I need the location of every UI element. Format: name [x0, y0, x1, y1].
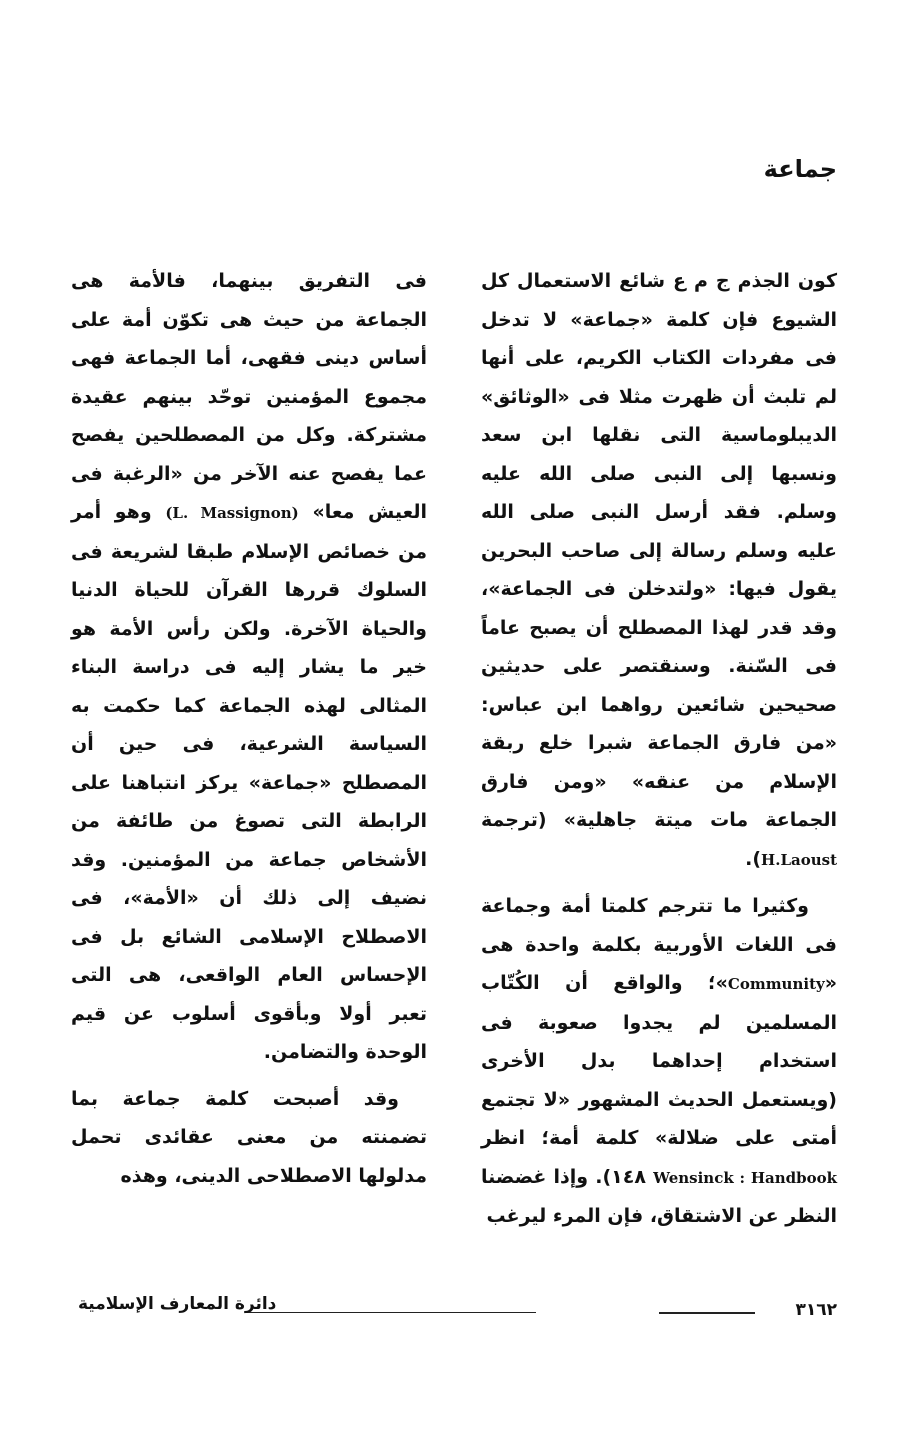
footer-rule: [659, 1312, 755, 1314]
paragraph-text: ).: [745, 847, 762, 870]
paragraph: [71, 262, 427, 1072]
footer-rule: [246, 1312, 536, 1313]
latin-citation: Wensinck : Handbook: [653, 1168, 837, 1187]
paragraph: [481, 262, 837, 879]
latin-term: Community: [727, 975, 825, 993]
paragraph: وقد أصبحت كلمة جماعة بما تضمنته من معنى عقائدى تحمل مدلولها الاصطلاحى الدينى، وهذه: [71, 1087, 427, 1187]
page-header-title: جماعة: [763, 155, 837, 183]
publication-title: دائرة المعارف الإسلامية: [78, 1294, 277, 1314]
paragraph-text: فى التفريق بينهما، فالأمة هى الجماعة من حيث هى تكوّن أمة على أساس دينى فقهى، أما الجماعة فهى مجموع المؤمنين توحّد بينهم عقيدة مشتركة. وكل من المصطلحين يفصح عما يفصح عنه الآخر من «الرغبة فى العيش معا»: [71, 270, 427, 523]
latin-term: H.Laoust: [761, 850, 837, 869]
page-footer: [78, 1294, 837, 1324]
paragraph: [481, 887, 837, 1236]
right-column: [481, 262, 837, 1236]
paragraph-text: كون الجذم ج م ع شائع الاستعمال كل الشيوع فإن كلمة «جماعة» لا تدخل فى مفردات الكتاب الكريم، على أنها لم تلبث أن ظهرت مثلا فى «الوثائق» الديبلوماسية التى نقلها ابن سعد ونسبها إلى النبى صلى الله عليه وسلم. فقد أرسل النبى صلى الله عليه وسلم رسالة إلى صاحب البحرين يقول فيها: «ولتدخلن فى الجماعة»، وقد قدر لهذا المصطلح أن يصبح عاماً فى السّنة. وسنقتصر على حديثين صحيحين شائعين رواهما ابن عباس: «من فارق الجماعة شبرا خلع ربقة الإسلام من عنقه» «ومن فارق الجماعة مات ميتة جاهلية» (ترجمة: [481, 270, 837, 831]
latin-citation: (L. Massignon): [165, 504, 299, 522]
page-number: ٣١٦٢: [795, 1300, 837, 1320]
paragraph-text: وكثيرا ما تترجم كلمتا أمة وجماعة فى اللغات الأوربية بكلمة واحدة هى «: [481, 895, 837, 994]
paragraph-text: وهو أمر من خصائص الإسلام طبقا لشريعة فى السلوك قررها القرآن للحياة الدنيا والحياة الآخرة. ولكن رأس الأمة هو خير ما يشار إليه فى دراسة البناء المثالى لهذه الجماعة كما حكمت به السياسة الشرعية، فى حين أن المصطلح «جماعة» يركز انتباهنا على الرابطة التى تصوغ من طائفة من الأشخاص جماعة من المؤمنين. وقد نضيف إلى ذلك أن «الأمة»، فى الاصطلاح الإسلامى الشائع بل فى الإحساس العام الواقعى، هى التى تعبر أولا وبأقوى أسلوب عن قيم الوحدة والتضامن.: [71, 501, 427, 1063]
paragraph-text: »؛ والواقع أن الكُتّاب المسلمين لم يجدوا صعوبة فى استخدام إحداهما بدل الأخرى (ويستعمل الحديث المشهور «لا تجتمع أمتى على ضلالة» كلمة أمة؛ انظر: [481, 972, 837, 1149]
paragraph-text: ١٤٨). وإذا غضضنا النظر عن الاشتقاق، فإن المرء ليرغب: [481, 1165, 837, 1227]
left-column: [71, 262, 427, 1195]
